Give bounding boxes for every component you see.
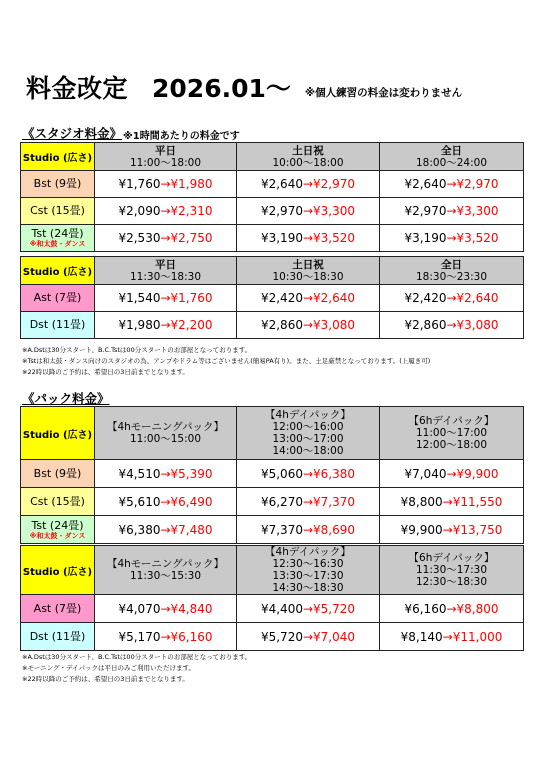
price-cell: [237, 225, 380, 252]
old-price: ¥2,970: [260, 204, 303, 218]
table-row: [21, 225, 524, 252]
new-price: ¥2,750: [170, 231, 213, 245]
old-price: ¥1,980: [118, 318, 161, 332]
price-cell: [95, 171, 237, 198]
change-arrow: →: [160, 601, 171, 616]
change-arrow: →: [446, 601, 457, 616]
column-time: 10:30〜18:30: [272, 270, 344, 283]
room-name: Tst (24畳): [31, 227, 84, 240]
corner-label: Studio (広さ): [21, 257, 95, 285]
change-arrow: →: [302, 231, 314, 245]
old-price: ¥5,170: [118, 629, 161, 644]
new-price: ¥3,520: [456, 231, 499, 245]
column-time: 11:00〜15:00: [129, 433, 202, 445]
table-row: [21, 595, 524, 623]
price-cell: [95, 516, 237, 544]
price-cell: [237, 171, 380, 198]
old-price: ¥2,860: [260, 318, 303, 332]
column-time: 10:00〜18:00: [272, 156, 344, 169]
change-arrow: →: [302, 494, 314, 509]
header-note: ※個人練習の料金は変わりません: [304, 87, 463, 99]
change-arrow: →: [446, 177, 457, 191]
new-price: ¥2,310: [170, 204, 213, 218]
column-name: 【4hモーニングパック】: [106, 558, 225, 570]
note-line: ※Tstは和太鼓・ダンス向けのスタジオの為、アンプやドラム等はございません(簡易PA有り)。また、土足厳禁となっております。(上履き可): [22, 357, 431, 365]
page-header: [26, 72, 462, 104]
column-name: 【4hモーニングパック】: [106, 421, 225, 433]
room-name: Cst (15畳): [30, 204, 85, 217]
change-arrow: →: [160, 494, 171, 509]
change-arrow: →: [446, 231, 457, 245]
column-header: [95, 257, 237, 285]
room-name: Cst (15畳): [30, 494, 85, 508]
new-price: ¥3,300: [313, 204, 356, 218]
new-price: ¥7,370: [313, 494, 356, 509]
column-name: 土日祝: [292, 258, 324, 271]
room-note: ※和太鼓・ダンス: [29, 531, 86, 540]
new-price: ¥11,550: [452, 494, 503, 509]
price-cell: [380, 460, 524, 488]
column-time: 11:00〜17:00: [415, 427, 488, 439]
pack-section-heading: [22, 389, 110, 407]
change-arrow: →: [302, 177, 314, 191]
price-cell: [95, 623, 237, 651]
new-price: ¥3,300: [456, 204, 499, 218]
room-name: Dst (11畳): [29, 629, 86, 643]
price-cell: [237, 488, 380, 516]
old-price: ¥4,400: [260, 601, 303, 616]
column-time: 14:00〜18:00: [272, 445, 344, 457]
column-header: [380, 546, 524, 595]
studio-price-table-2: [20, 256, 524, 339]
old-price: ¥8,800: [400, 494, 443, 509]
column-time: 11:00〜18:00: [129, 156, 202, 169]
column-name: 【6hデイパック】: [408, 415, 495, 427]
room-label: [21, 488, 95, 516]
price-cell: [380, 285, 524, 312]
studio-section-heading: [22, 124, 240, 142]
column-header: [237, 257, 380, 285]
price-cell: [237, 198, 380, 225]
table-row: [21, 312, 524, 339]
room-name: Tst (24畳): [31, 518, 84, 532]
new-price: ¥9,900: [456, 466, 499, 481]
table-row: [21, 171, 524, 198]
new-price: ¥5,720: [313, 601, 356, 616]
new-price: ¥7,040: [313, 629, 356, 644]
new-price: ¥6,490: [170, 494, 213, 509]
room-label: [21, 312, 95, 339]
note-line: ※モーニング・デイパックは平日のみご利用いただけます。: [22, 664, 195, 672]
table-row: [21, 623, 524, 651]
change-arrow: →: [442, 629, 453, 644]
column-time: 12:00〜16:00: [272, 421, 344, 433]
corner-label: Studio (広さ): [21, 407, 95, 460]
old-price: ¥7,040: [404, 466, 447, 481]
price-cell: [95, 225, 237, 252]
new-price: ¥2,200: [170, 318, 213, 332]
price-cell: [380, 225, 524, 252]
column-time: 11:30〜18:30: [129, 270, 202, 283]
room-name: Bst (9畳): [33, 177, 82, 190]
column-time: 14:30〜18:30: [272, 582, 344, 594]
note-line: ※A.Dstは30分スタート、B.C.Tstは00分スタートのお部屋となっております。: [22, 653, 252, 661]
old-price: ¥2,420: [260, 291, 303, 305]
column-time: 18:30〜23:30: [415, 270, 488, 283]
new-price: ¥1,980: [170, 177, 213, 191]
column-time: 18:00〜24:00: [415, 156, 488, 169]
old-price: ¥6,160: [404, 601, 447, 616]
column-name: 【6hデイパック】: [408, 552, 495, 564]
room-label: [21, 171, 95, 198]
price-cell: [95, 488, 237, 516]
change-arrow: →: [442, 522, 453, 537]
new-price: ¥8,800: [456, 601, 499, 616]
price-cell: [95, 595, 237, 623]
new-price: ¥2,640: [313, 291, 356, 305]
column-header: [237, 407, 380, 460]
change-arrow: →: [160, 522, 171, 537]
column-time: 12:00〜18:00: [415, 439, 488, 451]
studio-notes: [22, 345, 430, 378]
new-price: ¥5,390: [170, 466, 213, 481]
corner-label: Studio (広さ): [21, 546, 95, 595]
studio-heading: 《スタジオ料金》: [22, 126, 123, 141]
room-label: [21, 595, 95, 623]
price-cell: [237, 312, 380, 339]
column-time: 12:30〜16:30: [272, 558, 344, 570]
table-row: [21, 460, 524, 488]
change-arrow: →: [160, 318, 171, 332]
new-price: ¥1,760: [170, 291, 213, 305]
change-arrow: →: [302, 601, 314, 616]
column-header: [95, 143, 237, 171]
table-row: [21, 488, 524, 516]
table-row: [21, 198, 524, 225]
old-price: ¥1,540: [118, 291, 161, 305]
price-cell: [380, 623, 524, 651]
old-price: ¥2,640: [404, 177, 447, 191]
change-arrow: →: [160, 629, 171, 644]
column-header: [95, 407, 237, 460]
column-name: 【4hデイパック】: [265, 546, 351, 558]
pack-price-table-2: [20, 545, 524, 651]
new-price: ¥3,080: [313, 318, 356, 332]
old-price: ¥2,860: [404, 318, 447, 332]
change-arrow: →: [302, 204, 314, 218]
pack-notes: [22, 652, 251, 685]
old-price: ¥3,190: [260, 231, 303, 245]
old-price: ¥2,090: [118, 204, 161, 218]
column-time: 11:30〜15:30: [129, 570, 202, 582]
price-cell: [95, 312, 237, 339]
old-price: ¥7,370: [260, 522, 303, 537]
old-price: ¥2,970: [404, 204, 447, 218]
column-time: 13:30〜17:30: [272, 570, 344, 582]
change-arrow: →: [442, 494, 453, 509]
column-header: [380, 143, 524, 171]
price-cell: [95, 198, 237, 225]
column-header: [380, 407, 524, 460]
price-cell: [380, 595, 524, 623]
column-name: 平日: [155, 258, 176, 271]
old-price: ¥6,270: [260, 494, 303, 509]
old-price: ¥9,900: [400, 522, 443, 537]
pack-heading: 《パック料金》: [22, 391, 110, 406]
column-time: 12:30〜18:30: [415, 576, 488, 588]
price-cell: [380, 516, 524, 544]
new-price: ¥3,080: [456, 318, 499, 332]
column-header: [95, 546, 237, 595]
old-price: ¥8,140: [400, 629, 443, 644]
note-line: ※22時以降のご予約は、希望日の3日前までとなります。: [22, 368, 189, 376]
room-label: [21, 198, 95, 225]
new-price: ¥8,690: [313, 522, 356, 537]
old-price: ¥5,610: [118, 494, 161, 509]
change-arrow: →: [446, 466, 457, 481]
change-arrow: →: [302, 629, 314, 644]
studio-subheading: ※1時間あたりの料金です: [123, 131, 240, 142]
table-row: [21, 516, 524, 544]
old-price: ¥3,190: [404, 231, 447, 245]
new-price: ¥6,380: [313, 466, 356, 481]
old-price: ¥4,070: [118, 601, 161, 616]
new-price: ¥3,520: [313, 231, 356, 245]
price-cell: [237, 623, 380, 651]
price-cell: [237, 460, 380, 488]
column-name: 全日: [441, 258, 462, 271]
price-cell: [380, 312, 524, 339]
change-arrow: →: [160, 177, 171, 191]
room-label: [21, 460, 95, 488]
old-price: ¥2,530: [118, 231, 161, 245]
change-arrow: →: [302, 318, 314, 332]
room-label: [21, 285, 95, 312]
column-header: [237, 546, 380, 595]
price-cell: [237, 595, 380, 623]
old-price: ¥5,720: [260, 629, 303, 644]
change-arrow: →: [302, 291, 314, 305]
room-label: [21, 225, 95, 252]
column-header: [237, 143, 380, 171]
column-time: 11:30〜17:30: [415, 564, 488, 576]
price-cell: [237, 285, 380, 312]
new-price: ¥11,000: [452, 629, 503, 644]
column-name: 土日祝: [292, 144, 324, 157]
column-header: [380, 257, 524, 285]
column-name: 【4hデイパック】: [265, 409, 351, 421]
room-name: Ast (7畳): [33, 291, 82, 304]
price-cell: [380, 198, 524, 225]
change-arrow: →: [160, 231, 171, 245]
old-price: ¥2,420: [404, 291, 447, 305]
change-arrow: →: [160, 204, 171, 218]
new-price: ¥4,840: [170, 601, 213, 616]
new-price: ¥13,750: [452, 522, 503, 537]
price-cell: [237, 516, 380, 544]
price-cell: [95, 460, 237, 488]
column-time: 13:00〜17:00: [272, 433, 344, 445]
new-price: ¥6,160: [170, 629, 213, 644]
room-label: [21, 623, 95, 651]
studio-price-table-1: [20, 142, 524, 252]
price-cell: [95, 285, 237, 312]
corner-label: Studio (広さ): [21, 143, 95, 171]
change-arrow: →: [446, 291, 457, 305]
effective-date: 2026.01〜: [152, 74, 291, 103]
change-arrow: →: [446, 204, 457, 218]
new-price: ¥2,640: [456, 291, 499, 305]
old-price: ¥4,510: [118, 466, 161, 481]
column-name: 平日: [155, 144, 176, 157]
room-name: Bst (9畳): [33, 466, 82, 480]
pack-price-table-1: [20, 406, 524, 544]
room-name: Dst (11畳): [29, 318, 86, 331]
room-label: [21, 516, 95, 544]
change-arrow: →: [302, 522, 314, 537]
page-title: 料金改定: [26, 74, 129, 103]
new-price: ¥7,480: [170, 522, 213, 537]
note-line: ※22時以降のご予約は、希望日の3日前までとなります。: [22, 675, 189, 683]
old-price: ¥1,760: [118, 177, 161, 191]
note-line: ※A.Dstは30分スタート、B.C.Tstは00分スタートのお部屋となっております。: [22, 346, 252, 354]
room-note: ※和太鼓・ダンス: [29, 240, 86, 248]
price-cell: [380, 488, 524, 516]
new-price: ¥2,970: [313, 177, 356, 191]
column-name: 全日: [441, 144, 462, 157]
change-arrow: →: [160, 291, 171, 305]
change-arrow: →: [446, 318, 457, 332]
new-price: ¥2,970: [456, 177, 499, 191]
old-price: ¥2,640: [260, 177, 303, 191]
old-price: ¥5,060: [260, 466, 303, 481]
change-arrow: →: [160, 466, 171, 481]
room-name: Ast (7畳): [33, 601, 82, 615]
change-arrow: →: [302, 466, 314, 481]
table-row: [21, 285, 524, 312]
old-price: ¥6,380: [118, 522, 161, 537]
price-cell: [380, 171, 524, 198]
